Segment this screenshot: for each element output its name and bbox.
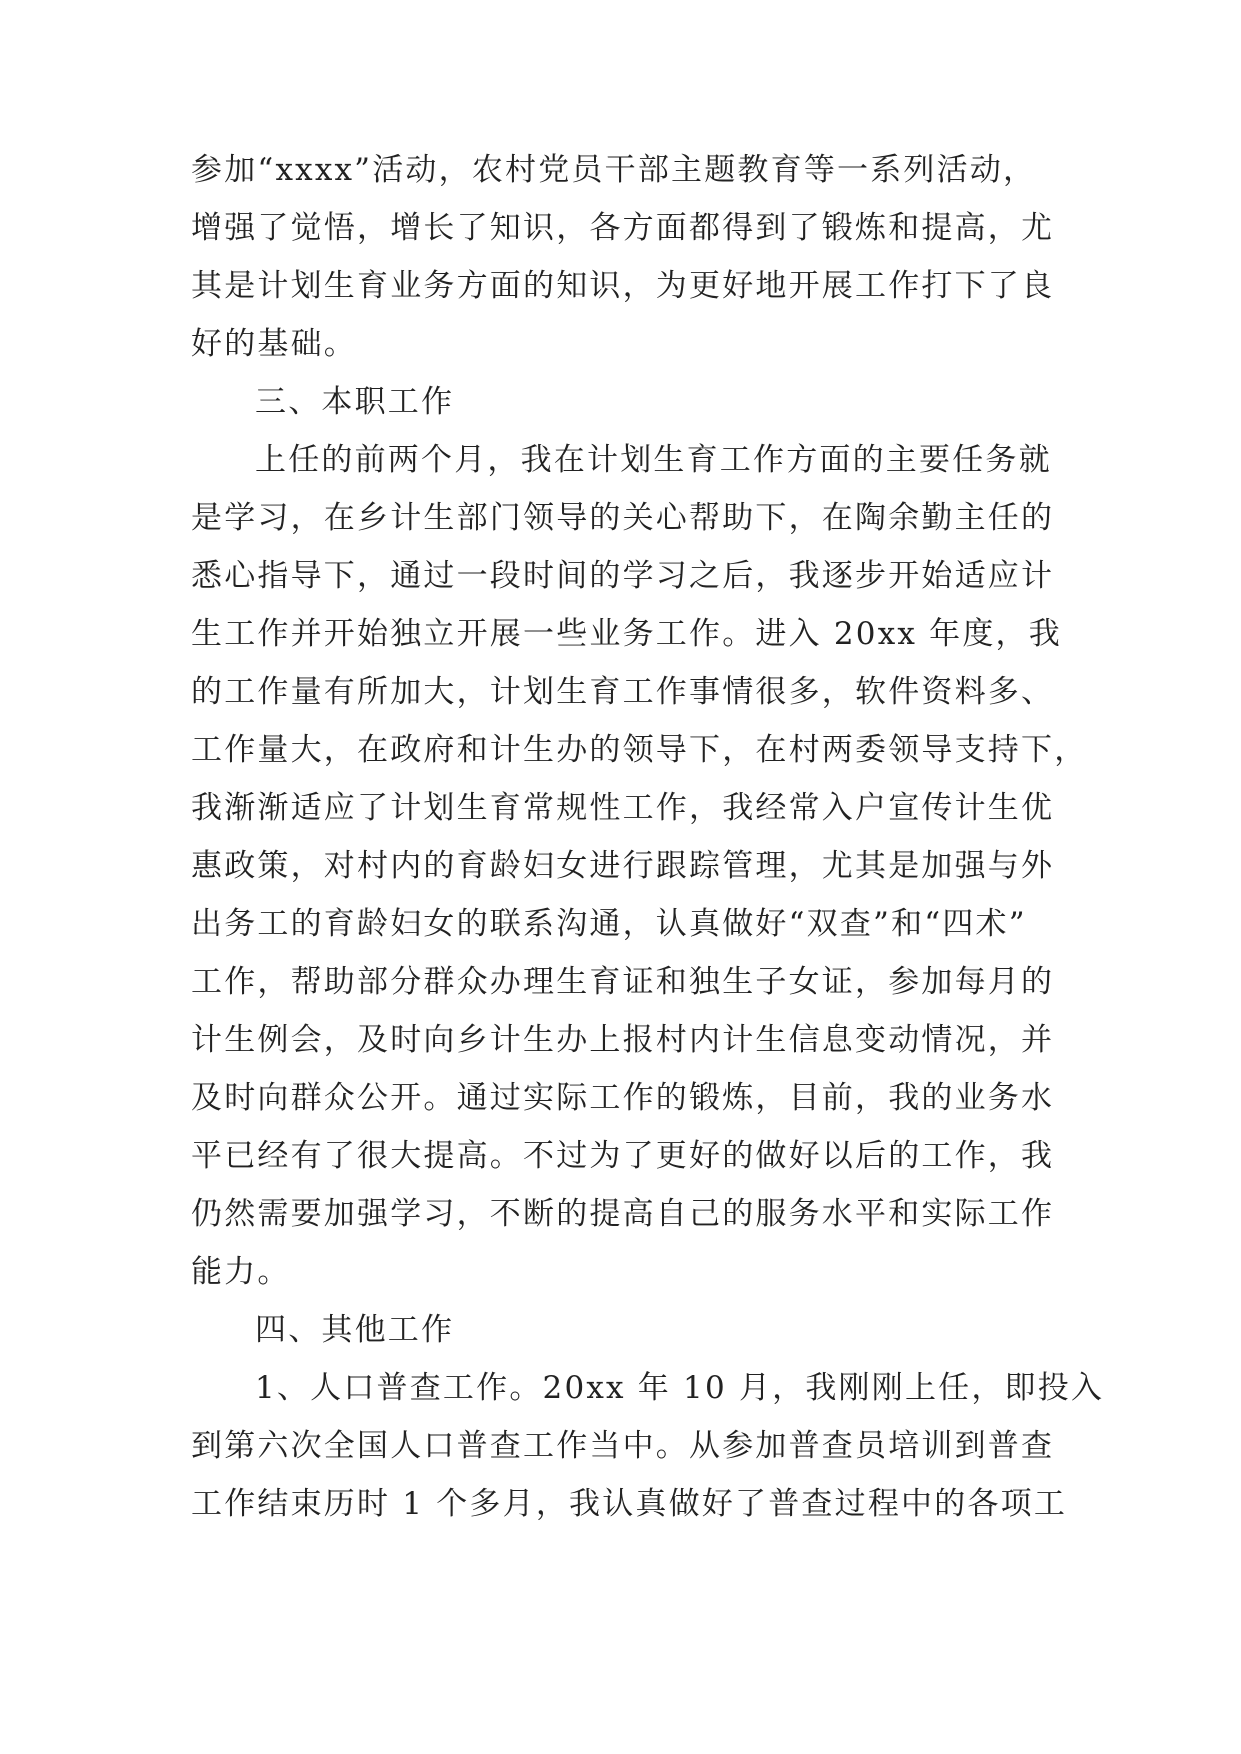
body-line: 计生例会，及时向乡计生办上报村内计生信息变动情况，并 xyxy=(191,1022,1055,1058)
section-heading: 四、其他工作 xyxy=(255,1312,455,1348)
section-heading: 三、本职工作 xyxy=(255,384,455,420)
body-line: 是学习，在乡计生部门领导的关心帮助下，在陶余勤主任的 xyxy=(191,500,1055,536)
body-line: 的工作量有所加大，计划生育工作事情很多，软件资料多、 xyxy=(191,674,1055,710)
body-line: 1、人口普查工作。20xx 年 10 月，我刚刚上任，即投入 xyxy=(255,1370,1105,1406)
body-line: 参加“xxxx”活动，农村党员干部主题教育等一系列活动， xyxy=(191,152,1037,188)
body-line: 惠政策，对村内的育龄妇女进行跟踪管理，尤其是加强与外 xyxy=(191,848,1055,884)
body-line: 我渐渐适应了计划生育常规性工作，我经常入户宣传计生优 xyxy=(191,790,1055,826)
body-line: 其是计划生育业务方面的知识，为更好地开展工作打下了良 xyxy=(191,268,1055,304)
body-line: 生工作并开始独立开展一些业务工作。进入 20xx 年度，我 xyxy=(191,616,1062,652)
body-line: 悉心指导下，通过一段时间的学习之后，我逐步开始适应计 xyxy=(191,558,1055,594)
body-line: 平已经有了很大提高。不过为了更好的做好以后的工作，我 xyxy=(191,1138,1055,1174)
body-line: 增强了觉悟，增长了知识，各方面都得到了锻炼和提高，尤 xyxy=(191,210,1055,246)
body-line: 工作结束历时 1 个多月，我认真做好了普查过程中的各项工 xyxy=(191,1486,1068,1522)
body-line: 仍然需要加强学习，不断的提高自己的服务水平和实际工作 xyxy=(191,1196,1055,1232)
body-line: 到第六次全国人口普查工作当中。从参加普查员培训到普查 xyxy=(191,1428,1055,1464)
body-line: 工作量大，在政府和计生办的领导下，在村两委领导支持下， xyxy=(191,732,1088,768)
body-line: 及时向群众公开。通过实际工作的锻炼，目前，我的业务水 xyxy=(191,1080,1055,1116)
body-line: 上任的前两个月，我在计划生育工作方面的主要任务就 xyxy=(255,442,1052,478)
document-body xyxy=(191,141,1105,1533)
body-line: 工作，帮助部分群众办理生育证和独生子女证，参加每月的 xyxy=(191,964,1055,1000)
body-line: 能力。 xyxy=(191,1254,291,1290)
body-line: 出务工的育龄妇女的联系沟通，认真做好“双查”和“四术” xyxy=(191,906,1027,942)
body-line: 好的基础。 xyxy=(191,326,357,362)
